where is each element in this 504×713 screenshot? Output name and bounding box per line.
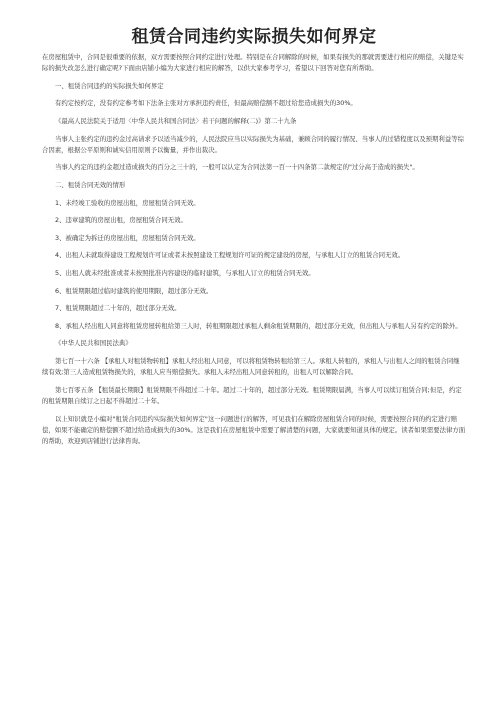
paragraph: 3、被确定为拆迁的房屋出租，房屋租赁合同无效。 [55,233,200,242]
paragraph: 5、出租人就未经批准或者未按照批准内容建设的临时建筑，与承租人订立的租赁合同无效。 [55,268,315,277]
paragraph: 有约定按约定，没有约定参考如下法条主张对方承担违约责任，但最高赔偿额不超过给您造成损失的30%。 [55,99,357,108]
paragraph: 二、租赁合同无效的情形 [55,180,126,189]
paragraph: 第七百一十六条 【承租人对租赁物转租】承租人经出租人同意，可以将租赁物转租给第三人。承租人转租的，承租人与出租人之间的租赁合同继续有效;第三人造成租赁物损失的，承租人应当赔偿损失。承租人未经出租人同意转租的，出租人可以解除合同。 [42,356,460,377]
paragraph: 8、承租人经出租人同意将租赁房屋转租给第三人时，转租期限超过承租人剩余租赁期限的，超过部分无效，但出租人与承租人另有约定的除外。 [55,321,462,330]
paragraph: 7、租赁期限超过二十年的，超过部分无效。 [55,304,181,313]
paragraph: 4、出租人未就取得建设工程规划许可证或者未按照建设工程规划许可证的规定建设的房屋，与承租人订立的租赁合同无效。 [55,251,405,260]
paragraph: 一、租赁合同违约的实际损失如何界定 [55,81,164,90]
paragraph: 2、违章建筑的房屋出租，房屋租赁合同无效。 [55,216,187,225]
paragraph: 以上知识就是小编对"租赁合同违约实际损失如何界定"这一问题进行的解答，可见我们在解除房屋租赁合同的时候，需要按照合同的约定进行赔偿，如果不能确定的赔偿额不超过给造成损失的30%。这是我们在房屋租赁中需要了解清楚的问题，大家就要知道具体的规定。读者如果需要法律方面的帮助，欢迎到店铺进行法律咨询。 [42,414,466,445]
paragraph: 当事人约定的违约金超过造成损失的百分之三十的，一般可以认定为合同法第一百一十四条第二款规定的"过分高于造成的损失"。 [55,163,419,172]
paragraph: 6、租赁期限超过临时建筑的使用期限，超过部分无效。 [55,286,213,295]
article-body [42,52,466,447]
paragraph: 1、未经竣工验收的房屋出租，房屋租赁合同无效。 [55,198,200,207]
paragraph: 《中华人民共和国民法典》 [55,339,132,348]
paragraph: 《最高人民法院关于适用〈中华人民共和国合同法〉若干问题的解释(二)》第二十九条 [55,116,297,125]
paragraph: 第七百零五条 【租赁最长期限】租赁期限不得超过二十年。超过二十年的，超过部分无效。租赁期限届满，当事人可以续订租赁合同;但是，约定的租赁期限自续订之日起不得超过二十年。 [42,385,462,405]
paragraph: 在房屋租赁中，合同是很重要的依据，双方需要按照合同约定进行处理。特别是在合同解除的时候，如果有损失的那就需要进行相应的赔偿，关键是实际的损失改怎么进行确定呢?下面由店铺小编为大家进行相应的解答，以供大家参考学习，希望以下回答对您有所帮助。 [42,53,464,73]
page-title: 租赁合同违约实际损失如何界定 [131,27,377,47]
paragraph: 当事人主张约定的违约金过高请求予以适当减少的，人民法院应当以实际损失为基础，兼顾合同的履行情况、当事人的过错程度以及预期利益等综合因素，根据公平原则和诚实信用原则予以衡量，并作出裁决。 [42,134,464,154]
